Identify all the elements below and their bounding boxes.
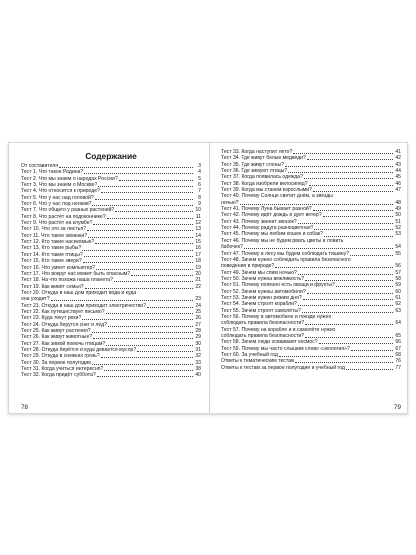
- toc-entry-page: 5: [198, 175, 201, 182]
- toc-entry-title: Тест 36. Где зимуют птицы?: [221, 168, 288, 175]
- toc-entry-title: Тест 58. Зачем люди осваивают космос?: [221, 339, 318, 346]
- toc-entry-title: Тест 11. Что такое хвоинки?: [21, 232, 88, 239]
- toc-entry-page: 22: [195, 283, 201, 290]
- toc-leader-dots: [305, 337, 393, 338]
- toc-leader-dots: [106, 313, 193, 314]
- toc-entry-page: 3: [198, 163, 201, 169]
- toc-entry-page: 32: [195, 353, 201, 360]
- toc-leader-dots: [304, 178, 393, 179]
- toc-leader-dots: [95, 243, 193, 244]
- toc-entry-title: Тест 12. Кто такие насекомые?: [21, 239, 95, 246]
- toc-leader-dots: [101, 357, 193, 358]
- toc-entry-page: 63: [395, 307, 401, 314]
- toc-entry-page: 55: [395, 250, 401, 257]
- toc-entry-title: Тест 2. Что мы знаем о народах России?: [21, 175, 118, 182]
- toc-leader-dots: [279, 356, 393, 357]
- page-number-left: 78: [21, 404, 28, 411]
- toc-entry-title: ночью?: [221, 199, 239, 206]
- toc-leader-dots: [119, 180, 193, 181]
- toc-entry-page: 6: [198, 182, 201, 189]
- toc-leader-dots: [323, 216, 393, 217]
- toc-title: Содержание: [85, 151, 137, 161]
- toc-entry-page: 51: [395, 218, 401, 225]
- toc-leader-dots: [336, 286, 393, 287]
- toc-leader-dots: [307, 293, 393, 294]
- toc-entry-page: 31: [195, 346, 201, 353]
- toc-leader-dots: [307, 159, 393, 160]
- toc-entry-page: 23: [195, 296, 201, 303]
- toc-entry-title: Тест 6. Что у нас под ногами?: [21, 201, 92, 208]
- toc-entry-page: 77: [395, 364, 401, 371]
- toc-entry-page: 8: [198, 194, 201, 201]
- toc-entry-title: Тест 51. Почему полезно есть овощи и фрукты?: [221, 282, 335, 289]
- toc-entry-title: Тест 55. Зачем строят самолёты?: [221, 307, 301, 314]
- toc-leader-dots: [92, 332, 193, 333]
- toc-entry-title: Тест 8. Что растёт на подоконнике?: [21, 213, 106, 220]
- toc-entry-page: 44: [395, 168, 401, 175]
- toc-entry-title: Тест 14. Кто такие птицы?: [21, 251, 83, 258]
- toc-entry-title: Тест 47. Почему в лесу мы будем соблюдать тишину?: [221, 250, 349, 257]
- toc-entry-page: 68: [395, 352, 401, 358]
- toc-entry-title: Тест 33. Когда наступит лето?: [221, 149, 293, 155]
- toc-entry-title: соблюдать правила безопасности?: [221, 332, 305, 339]
- toc-leader-dots: [295, 362, 393, 363]
- toc-entry-title: Тест 45. Почему мы любим кошек и собак?: [221, 231, 323, 238]
- toc-leader-dots: [303, 299, 393, 300]
- toc-entry-title: она уходит?: [21, 296, 50, 303]
- toc-entry-page: 40: [195, 372, 201, 379]
- toc-entry-page: 48: [395, 199, 401, 206]
- toc-leader-dots: [298, 223, 393, 224]
- toc-entry-page: 56: [395, 263, 401, 270]
- toc-leader-dots: [305, 280, 393, 281]
- toc-leader-dots: [92, 364, 193, 365]
- toc-entry-page: 60: [395, 288, 401, 295]
- toc-entry-title: Тест 43. Почему звенит звонок?: [221, 218, 297, 225]
- toc-leader-dots: [82, 250, 193, 251]
- toc-leader-dots: [240, 204, 394, 205]
- toc-entry-page: 12: [195, 220, 201, 227]
- toc-entry-title: бабочек?: [221, 244, 243, 251]
- toc-leader-dots: [275, 267, 393, 268]
- toc-entry: [21, 372, 201, 378]
- toc-entry-page: 45: [395, 174, 401, 181]
- toc-entry-page: 24: [195, 302, 201, 309]
- toc-entry: [221, 365, 401, 371]
- toc-leader-dots: [302, 312, 393, 313]
- toc-leader-dots: [101, 192, 193, 193]
- toc-entry-title: От составителя: [21, 163, 59, 169]
- toc-entry-page: 4: [198, 169, 201, 176]
- toc-leader-dots: [324, 236, 393, 237]
- toc-entry-page: 13: [195, 226, 201, 233]
- toc-entry-title: Тест 49. Зачем мы спим ночью?: [221, 269, 297, 276]
- toc-entry-page: 9: [198, 201, 201, 208]
- toc-entry-title: Тест 50. Зачем нужна вежливость?: [221, 275, 305, 282]
- toc-entry-page: 76: [395, 358, 401, 365]
- toc-entry-title: Тест 54. Зачем строят корабли?: [221, 301, 297, 308]
- toc-leader-dots: [84, 256, 193, 257]
- book-spread: [8, 142, 408, 414]
- toc-entry-page: 41: [395, 149, 401, 155]
- right-page: [221, 149, 401, 411]
- toc-entry-title: Тест 37. Когда появилась одежда?: [221, 174, 303, 181]
- toc-leader-dots: [82, 319, 193, 320]
- toc-list-left: [21, 163, 201, 379]
- toc-entry-page: 42: [395, 155, 401, 162]
- toc-leader-dots: [95, 199, 193, 200]
- toc-entry-page: 58: [395, 275, 401, 282]
- toc-entry-title: Тест 34. Где живут белые медведи?: [221, 155, 306, 162]
- toc-leader-dots: [346, 369, 393, 370]
- toc-entry-page: 21: [195, 277, 201, 284]
- toc-entry-page: 52: [395, 225, 401, 232]
- toc-entry-page: 62: [395, 301, 401, 308]
- toc-leader-dots: [108, 326, 193, 327]
- toc-entry-title: Тест 10. Что это за листья?: [21, 226, 86, 233]
- toc-entry-title: Тест 42. Почему идёт дождь и дует ветер?: [221, 212, 322, 219]
- toc-entry-first-line: Тест 56. Почему в автомобиле и поезде нужно: [221, 313, 332, 320]
- toc-leader-dots: [51, 300, 193, 301]
- toc-entry-title: Тест 3. Что мы знаем о Москве?: [21, 182, 98, 189]
- toc-entry-title: Тест 38. Когда изобрели велосипед?: [221, 180, 308, 187]
- toc-leader-dots: [96, 269, 193, 270]
- toc-leader-dots: [298, 274, 393, 275]
- toc-leader-dots: [244, 248, 393, 249]
- toc-leader-dots: [93, 224, 193, 225]
- toc-entry-page: 18: [195, 258, 201, 265]
- toc-entry-page: 65: [395, 332, 401, 339]
- toc-entry-title: Тест 52. Зачем нужны автомобили?: [221, 288, 306, 295]
- toc-entry-page: 53: [395, 231, 401, 238]
- toc-leader-dots: [83, 262, 193, 263]
- toc-entry-page: 28: [195, 327, 201, 334]
- toc-entry-title: Тест 25. Как живут растения?: [21, 327, 91, 334]
- toc-leader-dots: [85, 288, 193, 289]
- toc-leader-dots: [106, 345, 193, 346]
- toc-entry-page: 67: [395, 345, 401, 352]
- toc-entry-page: 19: [195, 264, 201, 271]
- toc-entry-page: 61: [395, 294, 401, 301]
- toc-leader-dots: [97, 376, 193, 377]
- toc-entry-first-line: Тест 40. Почему Солнце светит днём, а звёзды: [221, 193, 333, 200]
- toc-entry-page: 26: [195, 315, 201, 322]
- toc-entry-title: Тест 17. Что вокруг нас может быть опасным?: [21, 270, 131, 277]
- toc-leader-dots: [104, 370, 193, 371]
- toc-entry-title: Ответы к тематическим тестам: [221, 358, 295, 365]
- toc-leader-dots: [147, 307, 193, 308]
- toc-entry-page: 57: [395, 269, 401, 276]
- toc-entry-page: 59: [395, 282, 401, 289]
- toc-leader-dots: [293, 153, 393, 154]
- toc-entry-page: 49: [395, 206, 401, 213]
- toc-entry-page: 30: [195, 340, 201, 347]
- toc-leader-dots: [107, 218, 193, 219]
- toc-leader-dots: [88, 237, 193, 238]
- toc-entry-page: 43: [395, 161, 401, 168]
- toc-leader-dots: [98, 186, 193, 187]
- toc-entry-page: 7: [198, 188, 201, 195]
- toc-entry-page: 54: [395, 244, 401, 251]
- toc-entry-page: 20: [195, 270, 201, 277]
- toc-entry-page: 50: [395, 212, 401, 219]
- toc-leader-dots: [313, 210, 393, 211]
- toc-entry-first-line: Тест 57. Почему на корабле и в самолёте нужно: [221, 326, 336, 333]
- toc-entry-first-line: Тест 48. Зачем нужно соблюдать правила безопасного: [221, 256, 351, 263]
- toc-entry-title: Тест 32. Когда придёт суббота?: [21, 372, 96, 379]
- toc-entry-page: 17: [195, 251, 201, 258]
- toc-entry-page: 47: [395, 187, 401, 194]
- toc-entry-title: Тест 26. Как живут животные?: [21, 334, 93, 341]
- toc-entry-title: Тест 13. Кто такие рыбы?: [21, 245, 82, 252]
- toc-leader-dots: [59, 167, 193, 168]
- toc-entry-title: Тест 21. Откуда в наш дом приходит электричество?: [21, 302, 147, 309]
- toc-leader-dots: [84, 173, 193, 174]
- toc-entry-page: 38: [195, 366, 201, 372]
- toc-entry-first-line: Тест 20. Откуда в наш дом приходит вода и куда: [21, 289, 137, 296]
- toc-leader-dots: [309, 185, 393, 186]
- toc-entry-title: Тест 31. Когда учиться интересно?: [21, 366, 104, 372]
- toc-leader-dots: [350, 255, 393, 256]
- toc-leader-dots: [115, 211, 193, 212]
- toc-entry-title: Тест 27. Как зимой помочь птицам?: [21, 340, 106, 347]
- toc-entry-title: Тест 30. За первое полугодие: [21, 359, 92, 366]
- toc-leader-dots: [319, 343, 393, 344]
- toc-entry-title: Тест 9. Что растёт на клумбе?: [21, 220, 93, 227]
- toc-entry-page: 27: [195, 321, 201, 328]
- page-fold: [209, 143, 210, 413]
- toc-entry-page: 14: [195, 232, 201, 239]
- toc-entry-page: 29: [195, 334, 201, 341]
- toc-entry-page: 64: [395, 320, 401, 327]
- toc-entry-first-line: Тест 46. Почему мы не будем рвать цветы и ловить: [221, 237, 344, 244]
- toc-entry-title: Тест 44. Почему радуга разноцветная?: [221, 225, 314, 232]
- toc-entry-title: Тест 18. На что похожа наша планета?: [21, 277, 113, 284]
- toc-entry-title: Тест 16. Что умеет компьютер?: [21, 264, 96, 271]
- toc-entry-title: поведения в природе?: [221, 263, 275, 270]
- toc-entry-title: Тест 29. Откуда в снежках грязь?: [21, 353, 100, 360]
- toc-leader-dots: [87, 230, 193, 231]
- toc-leader-dots: [314, 229, 393, 230]
- toc-leader-dots: [288, 172, 393, 173]
- toc-leader-dots: [92, 205, 193, 206]
- toc-entry-title: Тест 60. За учебный год: [221, 352, 278, 358]
- toc-entry-title: соблюдать правила безопасности?: [221, 320, 305, 327]
- toc-entry-page: 11: [195, 213, 201, 220]
- toc-entry-title: Тест 19. Как живёт семья?: [21, 283, 84, 290]
- toc-leader-dots: [305, 324, 393, 325]
- toc-entry-title: Тест 22. Как путешествует письмо?: [21, 308, 105, 315]
- toc-entry-page: 25: [195, 308, 201, 315]
- toc-leader-dots: [285, 166, 393, 167]
- toc-entry-title: Тест 59. Почему мы часто слышим слово «экология»?: [221, 345, 350, 352]
- toc-entry-page: 16: [195, 245, 201, 252]
- toc-entry-title: Тест 28. Откуда берётся и куда девается мусор?: [21, 346, 137, 353]
- toc-entry-title: Тест 41. Почему Луна бывает разной?: [221, 206, 312, 213]
- toc-leader-dots: [114, 281, 193, 282]
- toc-entry-page: 33: [195, 359, 201, 366]
- toc-leader-dots: [351, 350, 393, 351]
- toc-entry-title: Ответы к тестам за первое полугодие и учебный год: [221, 364, 345, 371]
- toc-leader-dots: [313, 191, 393, 192]
- toc-leader-dots: [137, 351, 193, 352]
- left-page: [21, 149, 201, 411]
- toc-entry-title: Тест 35. Где живут слоны?: [221, 161, 284, 168]
- toc-list-right: [221, 149, 401, 371]
- toc-entry-title: Тест 7. Что общего у разных растений?: [21, 207, 115, 214]
- toc-entry-title: Тест 53. Зачем нужен режим дня?: [221, 294, 302, 301]
- toc-entry-page: 15: [195, 239, 201, 246]
- page-number-right: 79: [394, 404, 401, 411]
- toc-entry-title: Тест 4. Что относится к природе?: [21, 188, 100, 195]
- toc-entry-title: Тест 24. Откуда берутся снег и лёд?: [21, 321, 107, 328]
- toc-leader-dots: [93, 338, 193, 339]
- toc-leader-dots: [298, 305, 393, 306]
- toc-entry-title: Тест 5. Что у нас над головой?: [21, 194, 94, 201]
- toc-entry-title: Тест 15. Кто такие звери?: [21, 258, 82, 265]
- toc-entry-title: Тест 1. Что такое Родина?: [21, 169, 84, 176]
- toc-entry-page: 46: [395, 180, 401, 187]
- toc-entry-page: 10: [195, 207, 201, 214]
- toc-entry-title: Тест 23. Куда текут реки?: [21, 315, 82, 322]
- toc-entry-title: Тест 39. Когда мы станем взрослыми?: [221, 187, 312, 194]
- toc-leader-dots: [131, 275, 193, 276]
- toc-entry-page: 66: [395, 339, 401, 346]
